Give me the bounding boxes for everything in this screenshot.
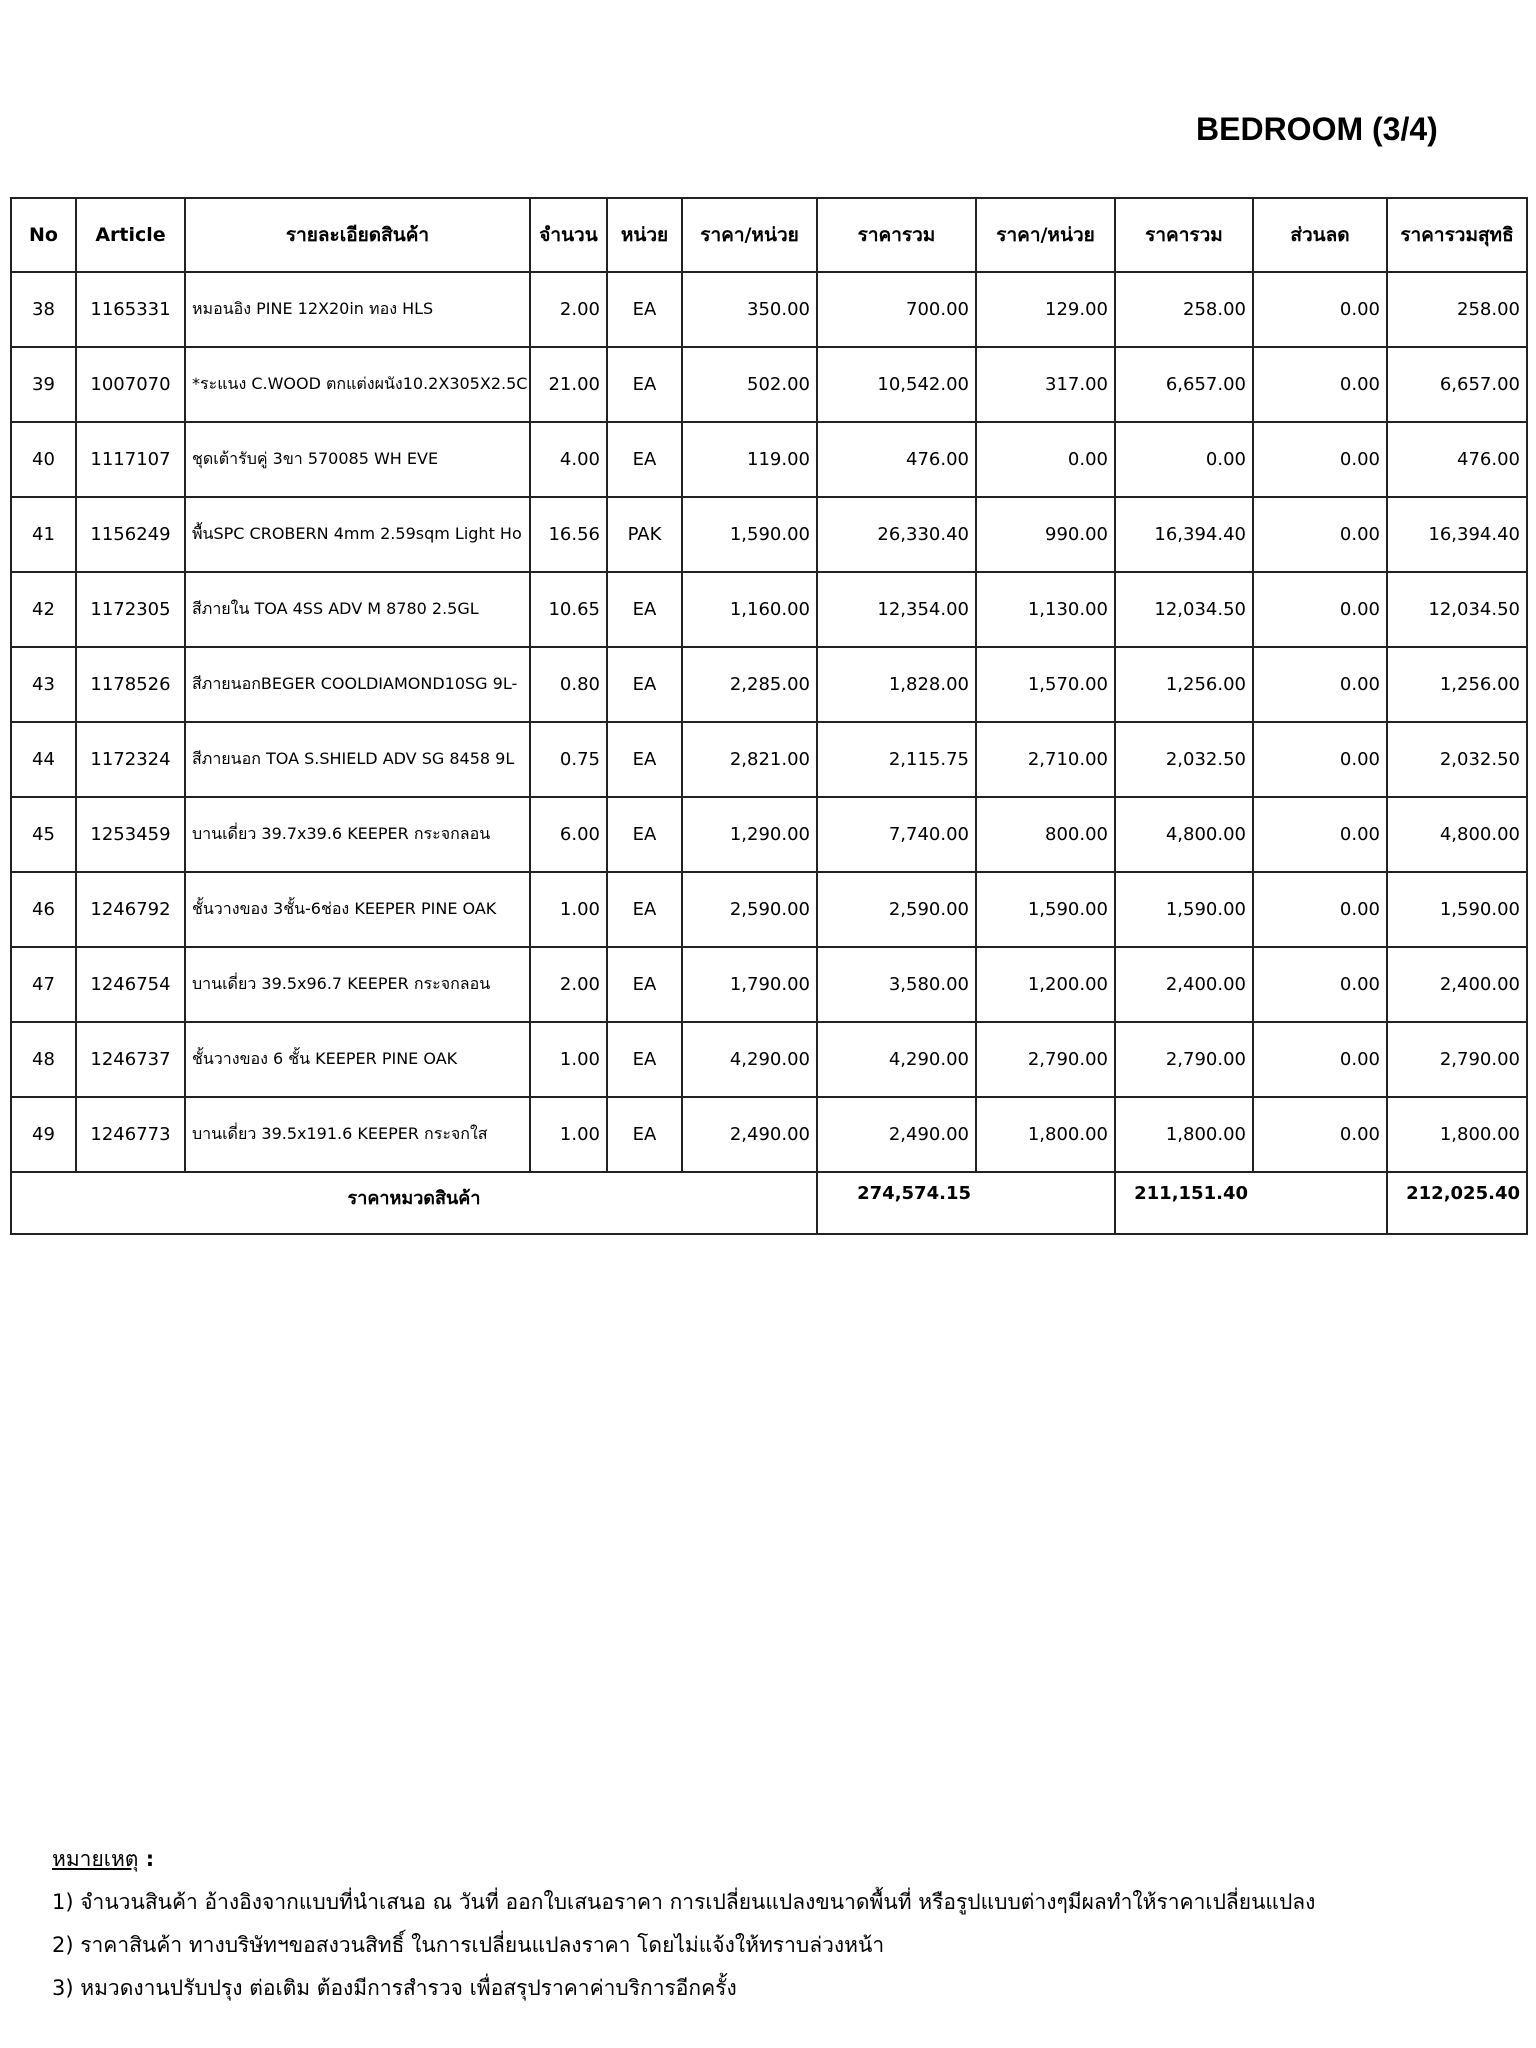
table-row [11, 422, 1527, 497]
category-total-2: 211,151.40 [1134, 1183, 1248, 1204]
table-row [11, 572, 1527, 647]
row-total-price: 2,490.00 [817, 1097, 976, 1172]
category-total-label: ราคาหมวดสินค้า [11, 1172, 817, 1234]
row-article: 1007070 [76, 347, 185, 422]
row-quantity: 1.00 [530, 872, 607, 947]
row-discount: 0.00 [1253, 722, 1387, 797]
row-description: *ระแนง C.WOOD ตกแต่งผนัง10.2X305X2.5C [185, 347, 530, 422]
header-total-price: ราคารวม [817, 198, 976, 272]
row-unit: EA [607, 1097, 682, 1172]
row-quantity: 0.80 [530, 647, 607, 722]
table-row [11, 1022, 1527, 1097]
row-article: 1156249 [76, 497, 185, 572]
row-discount: 0.00 [1253, 872, 1387, 947]
header-discount: ส่วนลด [1253, 198, 1387, 272]
row-net-total: 258.00 [1387, 272, 1527, 347]
row-article: 1178526 [76, 647, 185, 722]
row-quantity: 2.00 [530, 272, 607, 347]
table-footer-row [11, 1172, 1527, 1234]
row-unit-price-2: 1,800.00 [976, 1097, 1115, 1172]
category-total-3: 212,025.40 [1387, 1172, 1527, 1234]
notes-title-line [52, 1838, 1512, 1881]
row-unit: EA [607, 722, 682, 797]
row-total-price: 2,590.00 [817, 872, 976, 947]
row-unit-price: 2,285.00 [682, 647, 817, 722]
row-article: 1165331 [76, 272, 185, 347]
row-unit-price: 350.00 [682, 272, 817, 347]
table-header-row [11, 198, 1527, 272]
row-unit-price-2: 317.00 [976, 347, 1115, 422]
row-discount: 0.00 [1253, 497, 1387, 572]
row-description: สีภายนอก TOA S.SHIELD ADV SG 8458 9L [185, 722, 530, 797]
row-quantity: 1.00 [530, 1022, 607, 1097]
row-unit-price: 2,490.00 [682, 1097, 817, 1172]
row-net-total: 2,400.00 [1387, 947, 1527, 1022]
row-unit: EA [607, 647, 682, 722]
row-discount: 0.00 [1253, 347, 1387, 422]
row-quantity: 2.00 [530, 947, 607, 1022]
row-article: 1246737 [76, 1022, 185, 1097]
row-no: 43 [11, 647, 76, 722]
row-total-price: 3,580.00 [817, 947, 976, 1022]
row-total-price: 26,330.40 [817, 497, 976, 572]
row-article: 1246792 [76, 872, 185, 947]
header-unit: หน่วย [607, 198, 682, 272]
row-unit-price-2: 129.00 [976, 272, 1115, 347]
row-quantity: 10.65 [530, 572, 607, 647]
row-unit-price-2: 1,200.00 [976, 947, 1115, 1022]
row-total-price-2: 0.00 [1115, 422, 1253, 497]
row-total-price-2: 6,657.00 [1115, 347, 1253, 422]
row-quantity: 16.56 [530, 497, 607, 572]
row-unit: EA [607, 422, 682, 497]
row-total-price: 4,290.00 [817, 1022, 976, 1097]
row-unit: EA [607, 272, 682, 347]
row-unit-price: 1,590.00 [682, 497, 817, 572]
row-unit-price: 1,160.00 [682, 572, 817, 647]
row-article: 1246754 [76, 947, 185, 1022]
row-no: 40 [11, 422, 76, 497]
table-row [11, 722, 1527, 797]
row-unit: EA [607, 947, 682, 1022]
row-description: บานเดี่ยว 39.5x191.6 KEEPER กระจกใส [185, 1097, 530, 1172]
row-unit-price-2: 2,790.00 [976, 1022, 1115, 1097]
row-quantity: 6.00 [530, 797, 607, 872]
row-article: 1246773 [76, 1097, 185, 1172]
row-net-total: 12,034.50 [1387, 572, 1527, 647]
row-unit-price-2: 800.00 [976, 797, 1115, 872]
table-row [11, 947, 1527, 1022]
note-item: 1) จำนวนสินค้า อ้างอิงจากแบบที่นำเสนอ ณ วันที่ ออกใบเสนอราคา การเปลี่ยนแปลงขนาดพื้นที่ หรือรูปแบบต่างๆมีผลทำให้ราคาเปลี่ยนแปลง [52, 1890, 1316, 1914]
table-row [11, 272, 1527, 347]
row-total-price-2: 12,034.50 [1115, 572, 1253, 647]
notes-colon: : [138, 1847, 155, 1871]
notes-section [52, 1838, 1512, 2010]
row-no: 48 [11, 1022, 76, 1097]
note-item: 2) ราคาสินค้า ทางบริษัทฯขอสงวนสิทธิ์ ในการเปลี่ยนแปลงราคา โดยไม่แจ้งให้ทราบล่วงหน้า [52, 1933, 885, 1957]
row-unit: EA [607, 797, 682, 872]
row-unit: EA [607, 872, 682, 947]
row-discount: 0.00 [1253, 1022, 1387, 1097]
row-total-price-2: 258.00 [1115, 272, 1253, 347]
row-unit-price-2: 2,710.00 [976, 722, 1115, 797]
row-no: 45 [11, 797, 76, 872]
row-unit-price-2: 1,130.00 [976, 572, 1115, 647]
row-total-price-2: 16,394.40 [1115, 497, 1253, 572]
category-total-2-cell [1115, 1172, 1387, 1234]
row-unit-price-2: 1,570.00 [976, 647, 1115, 722]
row-description: ชั้นวางของ 3ชั้น-6ช่อง KEEPER PINE OAK [185, 872, 530, 947]
row-discount: 0.00 [1253, 797, 1387, 872]
row-total-price-2: 1,590.00 [1115, 872, 1253, 947]
row-discount: 0.00 [1253, 272, 1387, 347]
row-total-price: 2,115.75 [817, 722, 976, 797]
row-no: 42 [11, 572, 76, 647]
row-unit-price-2: 990.00 [976, 497, 1115, 572]
row-unit-price: 1,290.00 [682, 797, 817, 872]
header-unit-price: ราคา/หน่วย [682, 198, 817, 272]
row-no: 49 [11, 1097, 76, 1172]
row-unit-price: 2,821.00 [682, 722, 817, 797]
header-article: Article [76, 198, 185, 272]
row-no: 38 [11, 272, 76, 347]
row-total-price-2: 2,400.00 [1115, 947, 1253, 1022]
header-total-price-2: ราคารวม [1115, 198, 1253, 272]
row-total-price-2: 4,800.00 [1115, 797, 1253, 872]
row-net-total: 2,790.00 [1387, 1022, 1527, 1097]
row-unit: EA [607, 1022, 682, 1097]
row-total-price: 476.00 [817, 422, 976, 497]
row-net-total: 1,590.00 [1387, 872, 1527, 947]
row-unit-price: 119.00 [682, 422, 817, 497]
row-description: บานเดี่ยว 39.5x96.7 KEEPER กระจกลอน [185, 947, 530, 1022]
row-discount: 0.00 [1253, 647, 1387, 722]
row-no: 44 [11, 722, 76, 797]
category-total-1-cell [817, 1172, 1115, 1234]
row-total-price: 10,542.00 [817, 347, 976, 422]
row-quantity: 4.00 [530, 422, 607, 497]
row-unit-price: 1,790.00 [682, 947, 817, 1022]
row-net-total: 4,800.00 [1387, 797, 1527, 872]
row-total-price-2: 2,790.00 [1115, 1022, 1253, 1097]
row-discount: 0.00 [1253, 1097, 1387, 1172]
row-article: 1172324 [76, 722, 185, 797]
row-description: ชุดเต้ารับคู่ 3ขา 570085 WH EVE [185, 422, 530, 497]
table-row [11, 497, 1527, 572]
row-quantity: 1.00 [530, 1097, 607, 1172]
row-quantity: 0.75 [530, 722, 607, 797]
row-quantity: 21.00 [530, 347, 607, 422]
table-row [11, 647, 1527, 722]
row-total-price: 7,740.00 [817, 797, 976, 872]
row-net-total: 476.00 [1387, 422, 1527, 497]
row-total-price-2: 1,256.00 [1115, 647, 1253, 722]
table-row [11, 872, 1527, 947]
row-description: พื้นSPC CROBERN 4mm 2.59sqm Light Ho [185, 497, 530, 572]
row-unit: EA [607, 347, 682, 422]
row-description: ชั้นวางของ 6 ชั้น KEEPER PINE OAK [185, 1022, 530, 1097]
row-unit-price: 502.00 [682, 347, 817, 422]
row-discount: 0.00 [1253, 422, 1387, 497]
table-row [11, 797, 1527, 872]
row-net-total: 16,394.40 [1387, 497, 1527, 572]
row-net-total: 1,256.00 [1387, 647, 1527, 722]
row-unit-price-2: 1,590.00 [976, 872, 1115, 947]
row-article: 1253459 [76, 797, 185, 872]
table-row [11, 1097, 1527, 1172]
header-quantity: จำนวน [530, 198, 607, 272]
notes-title: หมายเหตุ [52, 1847, 139, 1871]
row-unit-price-2: 0.00 [976, 422, 1115, 497]
row-no: 39 [11, 347, 76, 422]
row-total-price-2: 1,800.00 [1115, 1097, 1253, 1172]
row-description: สีภายใน TOA 4SS ADV M 8780 2.5GL [185, 572, 530, 647]
quotation-table [10, 197, 1528, 1235]
row-total-price-2: 2,032.50 [1115, 722, 1253, 797]
row-description: หมอนอิง PINE 12X20in ทอง HLS [185, 272, 530, 347]
row-net-total: 2,032.50 [1387, 722, 1527, 797]
row-article: 1117107 [76, 422, 185, 497]
row-article: 1172305 [76, 572, 185, 647]
category-total-1: 274,574.15 [857, 1183, 971, 1204]
row-net-total: 1,800.00 [1387, 1097, 1527, 1172]
header-description: รายละเอียดสินค้า [185, 198, 530, 272]
row-no: 46 [11, 872, 76, 947]
row-unit: PAK [607, 497, 682, 572]
row-discount: 0.00 [1253, 947, 1387, 1022]
header-net-total: ราคารวมสุทธิ [1387, 198, 1527, 272]
table-row [11, 347, 1527, 422]
row-unit-price: 2,590.00 [682, 872, 817, 947]
row-net-total: 6,657.00 [1387, 347, 1527, 422]
row-no: 41 [11, 497, 76, 572]
row-total-price: 700.00 [817, 272, 976, 347]
header-unit-price-2: ราคา/หน่วย [976, 198, 1115, 272]
header-no: No [11, 198, 76, 272]
page-title: BEDROOM (3/4) [1196, 111, 1438, 147]
row-description: บานเดี่ยว 39.7x39.6 KEEPER กระจกลอน [185, 797, 530, 872]
row-unit: EA [607, 572, 682, 647]
note-item: 3) หมวดงานปรับปรุง ต่อเติม ต้องมีการสำรวจ เพื่อสรุปราคาค่าบริการอีกครั้ง [52, 1976, 737, 2000]
row-unit-price: 4,290.00 [682, 1022, 817, 1097]
row-no: 47 [11, 947, 76, 1022]
row-description: สีภายนอกBEGER COOLDIAMOND10SG 9L- [185, 647, 530, 722]
row-discount: 0.00 [1253, 572, 1387, 647]
row-total-price: 1,828.00 [817, 647, 976, 722]
row-total-price: 12,354.00 [817, 572, 976, 647]
